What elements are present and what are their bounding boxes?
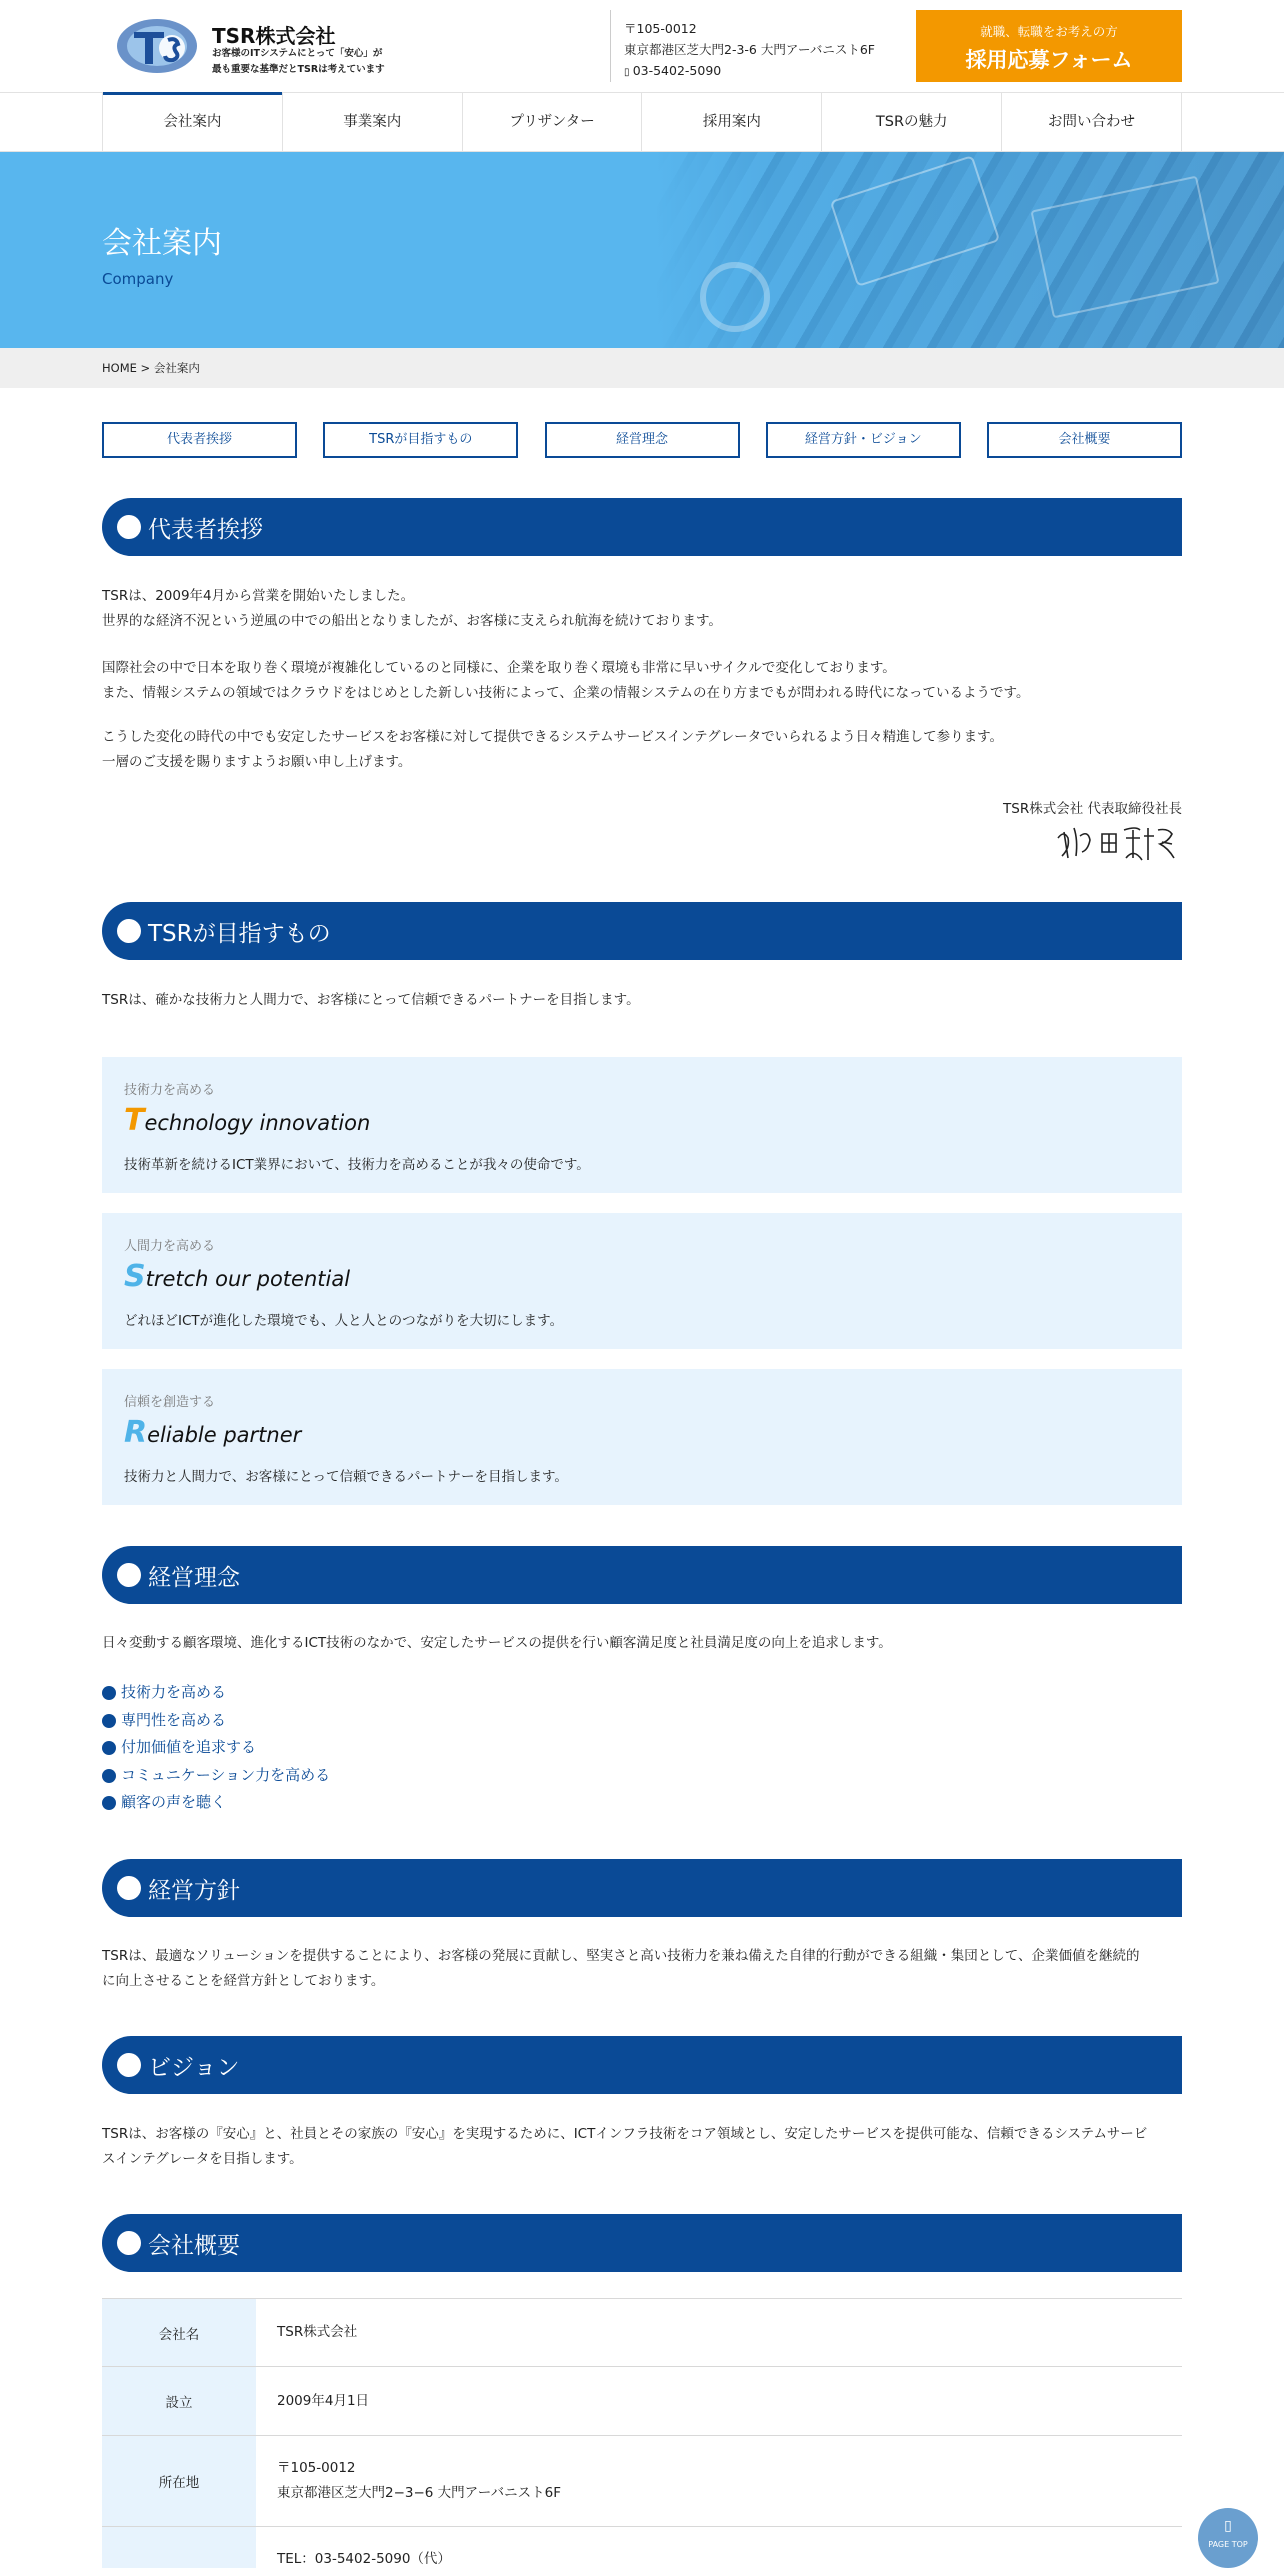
- list-item: 専門性を高める: [102, 1707, 330, 1735]
- list-item: コミュニケーション力を高める: [102, 1762, 330, 1790]
- text-line: スインテグレータを目指します。: [102, 2151, 303, 2167]
- header-postal: 〒105-0012: [624, 21, 697, 36]
- cta-label: 採用応募フォーム: [965, 48, 1133, 72]
- tagline-line-2: 最も重要な基準だとTSRは考えています: [212, 64, 385, 75]
- policy-text: [102, 1944, 1182, 1994]
- goal-card-heading: [124, 1103, 370, 1138]
- logo-name[interactable]: TSR株式会社: [212, 24, 336, 48]
- goal-card-heading-rest: eliable partner: [147, 1423, 302, 1447]
- goal-card-desc: 技術力と人間力で、お客様にとって信頼できるパートナーを目指します。: [124, 1469, 568, 1485]
- section-title: TSRが目指すもの: [148, 921, 331, 947]
- text-line: に向上させることを経営方針としております。: [102, 1973, 385, 1989]
- goals-intro: TSRは、確かな技術力と人間力で、お客様にとって信頼できるパートナーを目指します。: [102, 992, 640, 1008]
- text-line: TSRは、最適なソリューションを提供することにより、お客様の発展に貢献し、堅実さと高い技術力を兼ね備えた自律的行動ができる組織・集団として、企業価値を継続的: [102, 1948, 1140, 1964]
- goal-card-initial: R: [124, 1415, 148, 1450]
- page-top-button[interactable]: [1198, 2508, 1258, 2568]
- nav-item-contact[interactable]: お問い合わせ: [1001, 93, 1182, 151]
- nav-item-pleasanter[interactable]: プリザンター: [462, 93, 642, 151]
- page-hero: [0, 152, 1284, 348]
- section-header-policy: [102, 1859, 1182, 1917]
- text-line: また、情報システムの領域ではクラウドをはじめとした新しい技術によって、企業の情報システムの在り方までもが問われる時代になっているようです。: [102, 685, 1030, 701]
- cta-subtext: 就職、転職をお考えの方: [980, 24, 1118, 39]
- section-title: 経営方針: [148, 1878, 240, 1904]
- nav-item-company[interactable]: 会社案内: [102, 93, 282, 151]
- goal-card-desc: どれほどICTが進化した環境でも、人と人とのつながりを大切にします。: [124, 1313, 564, 1329]
- anchor-overview[interactable]: 会社概要: [987, 422, 1182, 458]
- bullet-dot-icon: [117, 1876, 141, 1900]
- table-value: TSR株式会社: [277, 2324, 358, 2340]
- goal-card-heading-rest: echnology innovation: [144, 1111, 371, 1135]
- section-title: 経営理念: [148, 1565, 240, 1591]
- goal-card-label: 信頼を創造する: [124, 1395, 216, 1410]
- table-value: TEL：03-5402-5090（代）: [277, 2551, 451, 2567]
- philosophy-list: [102, 1679, 330, 1817]
- list-item: 付加価値を追求する: [102, 1734, 330, 1762]
- section-header-overview: [102, 2214, 1182, 2272]
- logo-tagline: [212, 46, 412, 78]
- anchor-philosophy[interactable]: 経営理念: [545, 422, 740, 458]
- table-key: [102, 2527, 256, 2568]
- header-divider: [610, 10, 611, 82]
- nav-item-appeal[interactable]: TSRの魅力: [821, 93, 1001, 151]
- section-title: 会社概要: [148, 2233, 240, 2259]
- company-overview-table: [102, 2298, 1182, 2568]
- goal-card-heading-rest: tretch our potential: [145, 1267, 351, 1291]
- tsr-logo-icon[interactable]: [116, 18, 198, 74]
- anchor-greeting[interactable]: 代表者挨拶: [102, 422, 297, 458]
- handwritten-signature-image: [1050, 818, 1184, 864]
- anchor-goals[interactable]: TSRが目指すもの: [323, 422, 518, 458]
- arrow-up-icon: ▯: [1224, 2518, 1232, 2534]
- goal-card-initial: T: [124, 1103, 145, 1138]
- page-subtitle: Company: [102, 270, 174, 288]
- goal-card-label: 人間力を高める: [124, 1239, 216, 1254]
- table-value: 2009年4月1日: [277, 2393, 370, 2409]
- bullet-dot-icon: [117, 515, 141, 539]
- page-top-label: PAGE TOP: [1208, 2540, 1248, 2549]
- phone-icon: ▯: [624, 67, 633, 78]
- goal-card-reliable: [102, 1369, 1182, 1505]
- section-anchor-links: [102, 422, 1182, 458]
- text-line: 世界的な経済不況という逆風の中での船出となりましたが、お客様に支えられ航海を続けております。: [102, 613, 722, 629]
- site-header: [0, 0, 1284, 92]
- table-value-line: 東京都港区芝大門2−3−6 大門アーバニスト6F: [277, 2485, 561, 2501]
- philosophy-intro: 日々変動する顧客環境、進化するICT技術のなかで、安定したサービスの提供を行い顧客満足度と社員満足度の向上を追求します。: [102, 1635, 892, 1651]
- section-title: 代表者挨拶: [148, 517, 263, 543]
- anchor-policy-vision[interactable]: 経営方針・ビジョン: [766, 422, 961, 458]
- section-header-vision: [102, 2036, 1182, 2094]
- goal-card-heading: [124, 1415, 301, 1450]
- greeting-paragraph-3: [102, 725, 1182, 775]
- goal-card-label: 技術力を高める: [124, 1083, 216, 1098]
- table-row: [102, 2367, 1182, 2436]
- signer-title: TSR株式会社 代表取締役社長: [1003, 801, 1182, 817]
- text-line: こうした変化の時代の中でも安定したサービスをお客様に対して提供できるシステムサービスインテグレータでいられるよう日々精進して参ります。: [102, 729, 1003, 745]
- table-key: 会社名: [102, 2299, 256, 2366]
- goal-card-technology: [102, 1057, 1182, 1193]
- bullet-dot-icon: [117, 919, 141, 943]
- breadcrumb-text[interactable]: HOME > 会社案内: [102, 361, 200, 375]
- table-value: [277, 2456, 561, 2506]
- text-line: 国際社会の中で日本を取り巻く環境が複雑化しているのと同様に、企業を取り巻く環境も非常に早いサイクルで変化しております。: [102, 660, 896, 676]
- text-line: TSRは、2009年4月から営業を開始いたしました。: [102, 588, 415, 604]
- nav-item-business[interactable]: 事業案内: [282, 93, 462, 151]
- section-header-greeting: [102, 498, 1182, 556]
- breadcrumb: [0, 348, 1284, 388]
- nav-item-recruit[interactable]: 採用案内: [641, 93, 821, 151]
- vision-text: [102, 2122, 1182, 2172]
- table-key: 設立: [102, 2367, 256, 2435]
- header-phone-row: [624, 60, 875, 83]
- greeting-paragraph-2: [102, 656, 1182, 706]
- goal-card-desc: 技術革新を続けるICT業界において、技術力を高めることが我々の使命です。: [124, 1157, 590, 1173]
- text-line: TSRは、お客様の『安心』と、社員とその家族の『安心』を実現するために、ICTインフラ技術をコア領域とし、安定したサービスを提供可能な、信頼できるシステムサービ: [102, 2126, 1148, 2142]
- bullet-dot-icon: [117, 1563, 141, 1587]
- goal-card-stretch: [102, 1213, 1182, 1349]
- table-row: [102, 2436, 1182, 2527]
- text-line: 一層のご支援を賜りますようお願い申し上げます。: [102, 754, 412, 770]
- goal-card-heading: [124, 1259, 350, 1294]
- bullet-dot-icon: [117, 2231, 141, 2255]
- list-item: 顧客の声を聴く: [102, 1789, 330, 1817]
- global-nav: [0, 92, 1284, 152]
- section-title: ビジョン: [148, 2055, 240, 2081]
- bullet-dot-icon: [117, 2053, 141, 2077]
- table-value-line: 〒105-0012: [277, 2460, 356, 2476]
- header-address-block: [624, 18, 875, 83]
- header-address: 東京都港区芝大門2-3-6 大門アーバニスト6F: [624, 42, 875, 57]
- table-row: [102, 2299, 1182, 2367]
- page-title: 会社案内: [102, 226, 222, 261]
- hero-circle-shape: [700, 262, 770, 332]
- recruit-form-button[interactable]: [916, 10, 1182, 82]
- tagline-line-1: お客様のITシステムにとって「安心」が: [212, 48, 383, 59]
- header-phone[interactable]: 03-5402-5090: [632, 63, 722, 78]
- goal-card-initial: S: [124, 1259, 146, 1294]
- table-key: 所在地: [102, 2436, 256, 2526]
- section-header-goals: [102, 902, 1182, 960]
- list-item: 技術力を高める: [102, 1679, 330, 1707]
- section-header-philosophy: [102, 1546, 1182, 1604]
- table-row: [102, 2527, 1182, 2568]
- greeting-paragraph-1: [102, 584, 1182, 634]
